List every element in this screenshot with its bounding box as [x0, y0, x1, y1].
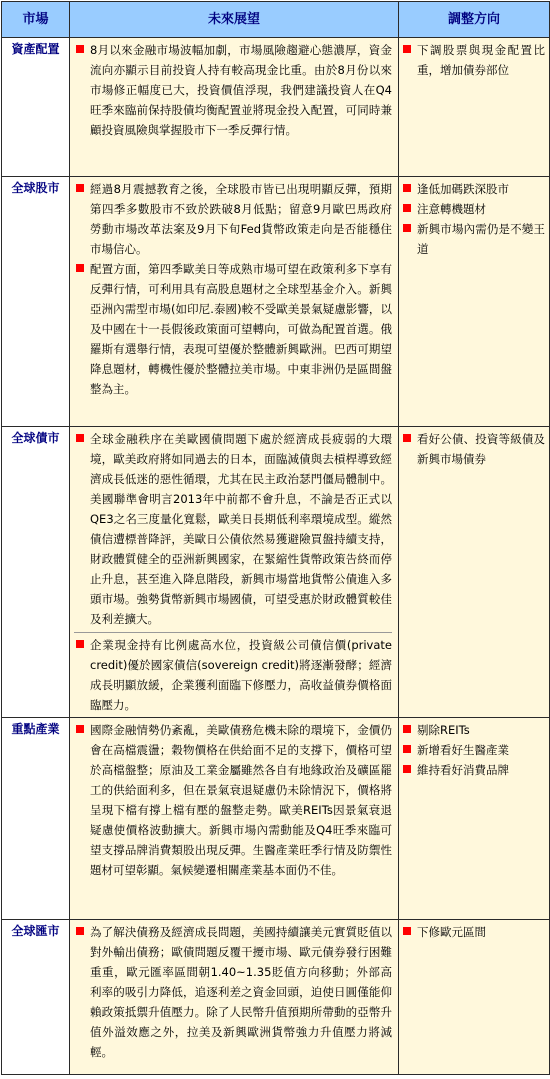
outlook-item: [74, 720, 392, 880]
outlook-text: 企業現金持有比例處高水位，投資級公司債信價(private credit)優於國家債信(sovereign credit)將逐漸發酵；經濟成長明顯放緩，企業獲利面臨下修壓力，高收益債券價格面臨壓力。: [90, 638, 392, 712]
adjust-item: [401, 720, 545, 740]
adjust-text: 維持看好消費品牌: [417, 763, 509, 777]
outlook-cell: [70, 38, 399, 177]
outlook-item: [74, 259, 392, 399]
table-row: [2, 427, 550, 718]
header-market: 市場: [2, 2, 70, 38]
red-square-bullet-icon: [403, 927, 411, 935]
red-square-bullet-icon: [403, 434, 411, 442]
table-row: [2, 920, 550, 1075]
red-square-bullet-icon: [76, 264, 84, 272]
outlook-item: [74, 40, 392, 140]
header-outlook: 未來展望: [70, 2, 399, 38]
market-outlook-table: [1, 1, 550, 1075]
outlook-text: 國際金融情勢仍紊亂，美歐債務危機未除的環境下，金價仍會在高檔震盪；穀物價格在供給面不足的支撐下，價格可望於高檔盤整；原油及工業金屬雖然各自有地緣政治及礦區罷工的供給面利多，但在景氣衰退疑慮仍未除情況下，價格將呈現下檔有撐上檔有壓的盤整走勢。歐美REITs因景氣衰退疑慮使價格波動擴大。新興市場內需動能及Q4旺季來臨可望支撐品牌消費類股出現反彈。生醫產業旺季行情及防禦性題材可望彰顯。氣候變遷相關產業基本面仍不佳。: [90, 723, 392, 877]
adjust-cell: [399, 718, 550, 920]
red-square-bullet-icon: [76, 434, 84, 442]
adjust-item: [401, 740, 545, 760]
adjust-text: 新增看好生醫產業: [417, 743, 509, 757]
red-square-bullet-icon: [76, 725, 84, 733]
outlook-text: 8月以來金融市場波幅加劇，市場風險趨避心態濃厚，資金流向亦顯示目前投資人持有較高現金比重。由於8月份以來市場修正幅度已大，投資價值浮現，我們建議投資人在Q4旺季來臨前保持股債均衡配置並將現金投入配置，可同時兼顧投資風險與掌握股市下一季反彈行情。: [90, 43, 392, 137]
adjust-item: [401, 760, 545, 780]
red-square-bullet-icon: [76, 184, 84, 192]
table-row: [2, 38, 550, 177]
red-square-bullet-icon: [403, 204, 411, 212]
outlook-text: 全球金融秩序在美歐國債問題下處於經濟成長疲弱的大環境，歐美政府將如同過去的日本，面臨減債與去槓桿導致經濟成長低迷的惡性循環，尤其在民主政治瑟門僵局體制中。美國聯準會明言2013年中前都不會升息，不論是否正式以QE3之名三度量化寬鬆，歐美日長期低利率環境成型。縱然債信遭標普降評，美歐日公債依然易獲避險買盤持續支持，財政體質健全的亞洲新興國家，在緊縮性貨幣政策告終而停止升息，甚至進入降息階段，新興市場當地貨幣公債進入多頭市場。強勢貨幣新興市場國債，可望受惠於財政體質較佳及利差擴大。: [90, 432, 392, 626]
red-square-bullet-icon: [403, 224, 411, 232]
adjust-text: 逢低加碼跌深股市: [417, 182, 509, 196]
red-square-bullet-icon: [76, 640, 84, 648]
red-square-bullet-icon: [403, 184, 411, 192]
adjust-text: 下修歐元區間: [417, 925, 486, 939]
adjust-cell: [399, 920, 550, 1075]
market-name: 全球股市: [2, 177, 70, 427]
red-square-bullet-icon: [76, 45, 84, 53]
market-name: 資產配置: [2, 38, 70, 177]
adjust-item: [401, 199, 545, 219]
table-row: [2, 718, 550, 920]
adjust-item: [401, 219, 545, 259]
red-square-bullet-icon: [403, 45, 411, 53]
adjust-item: [401, 40, 545, 80]
header-row: [2, 2, 550, 38]
outlook-cell: [70, 718, 399, 920]
adjust-item: [401, 179, 545, 199]
adjust-text: 看好公債、投資等級債及新興市場債券: [417, 432, 545, 466]
market-name: 全球債市: [2, 427, 70, 718]
adjust-cell: [399, 38, 550, 177]
outlook-cell: [70, 920, 399, 1075]
table-row: [2, 177, 550, 427]
red-square-bullet-icon: [76, 927, 84, 935]
divider: [74, 632, 392, 633]
outlook-text: 經過8月震撼教育之後，全球股市皆已出現明顯反彈，預期第四季多數股市不致於跌破8月低點；留意9月歐巴馬政府勞動市場改革法案及9月下旬Fed貨幣政策走向是否能穩住市場信心。: [90, 182, 392, 256]
header-adjust: 調整方向: [399, 2, 550, 38]
adjust-text: 剔除REITs: [417, 723, 470, 737]
adjust-item: [401, 922, 545, 942]
outlook-text: 配置方面，第四季歐美日等成熟市場可望在政策利多下享有反彈行情，可利用具有高股息題材之全球型基金介入。新興亞洲內需型市場(如印尼.泰國)較不受歐美景氣疑慮影響，以及中國在十一長假後政策面可望轉向，可做為配置首選。俄羅斯有選舉行情，表現可望優於整體新興歐洲。巴西可期望降息題材，轉機性優於整體拉美市場。中東非洲仍是區間盤整為主。: [90, 262, 392, 396]
adjust-text: 新興市場內需仍是不變王道: [417, 222, 545, 256]
adjust-cell: [399, 177, 550, 427]
outlook-item: [74, 635, 392, 715]
adjust-cell: [399, 427, 550, 718]
adjust-text: 下調股票與現金配置比重，增加債券部位: [417, 43, 545, 77]
outlook-item: [74, 429, 392, 629]
outlook-text: 為了解決債務及經濟成長問題，美國持續讓美元實質貶值以對外輸出債務；歐債問題反覆干擾市場、歐元債券發行困難重重，歐元匯率區間朝1.40~1.35貶值方向移動；外部高利率的吸引力降低，追逐利差之資金回頭，迫使日圓僅能仰賴政策抵禦升值壓力。除了人民幣升值預期所帶動的亞幣升值外溢效應之外，拉美及新興歐洲貨幣強力升值壓力將減輕。: [90, 925, 392, 1059]
market-name: 重點產業: [2, 718, 70, 920]
adjust-item: [401, 429, 545, 469]
red-square-bullet-icon: [403, 765, 411, 773]
outlook-cell: [70, 427, 399, 718]
red-square-bullet-icon: [403, 745, 411, 753]
red-square-bullet-icon: [403, 725, 411, 733]
outlook-item: [74, 922, 392, 1062]
outlook-item: [74, 179, 392, 259]
adjust-text: 注意轉機題材: [417, 202, 486, 216]
outlook-cell: [70, 177, 399, 427]
market-name: 全球匯市: [2, 920, 70, 1075]
